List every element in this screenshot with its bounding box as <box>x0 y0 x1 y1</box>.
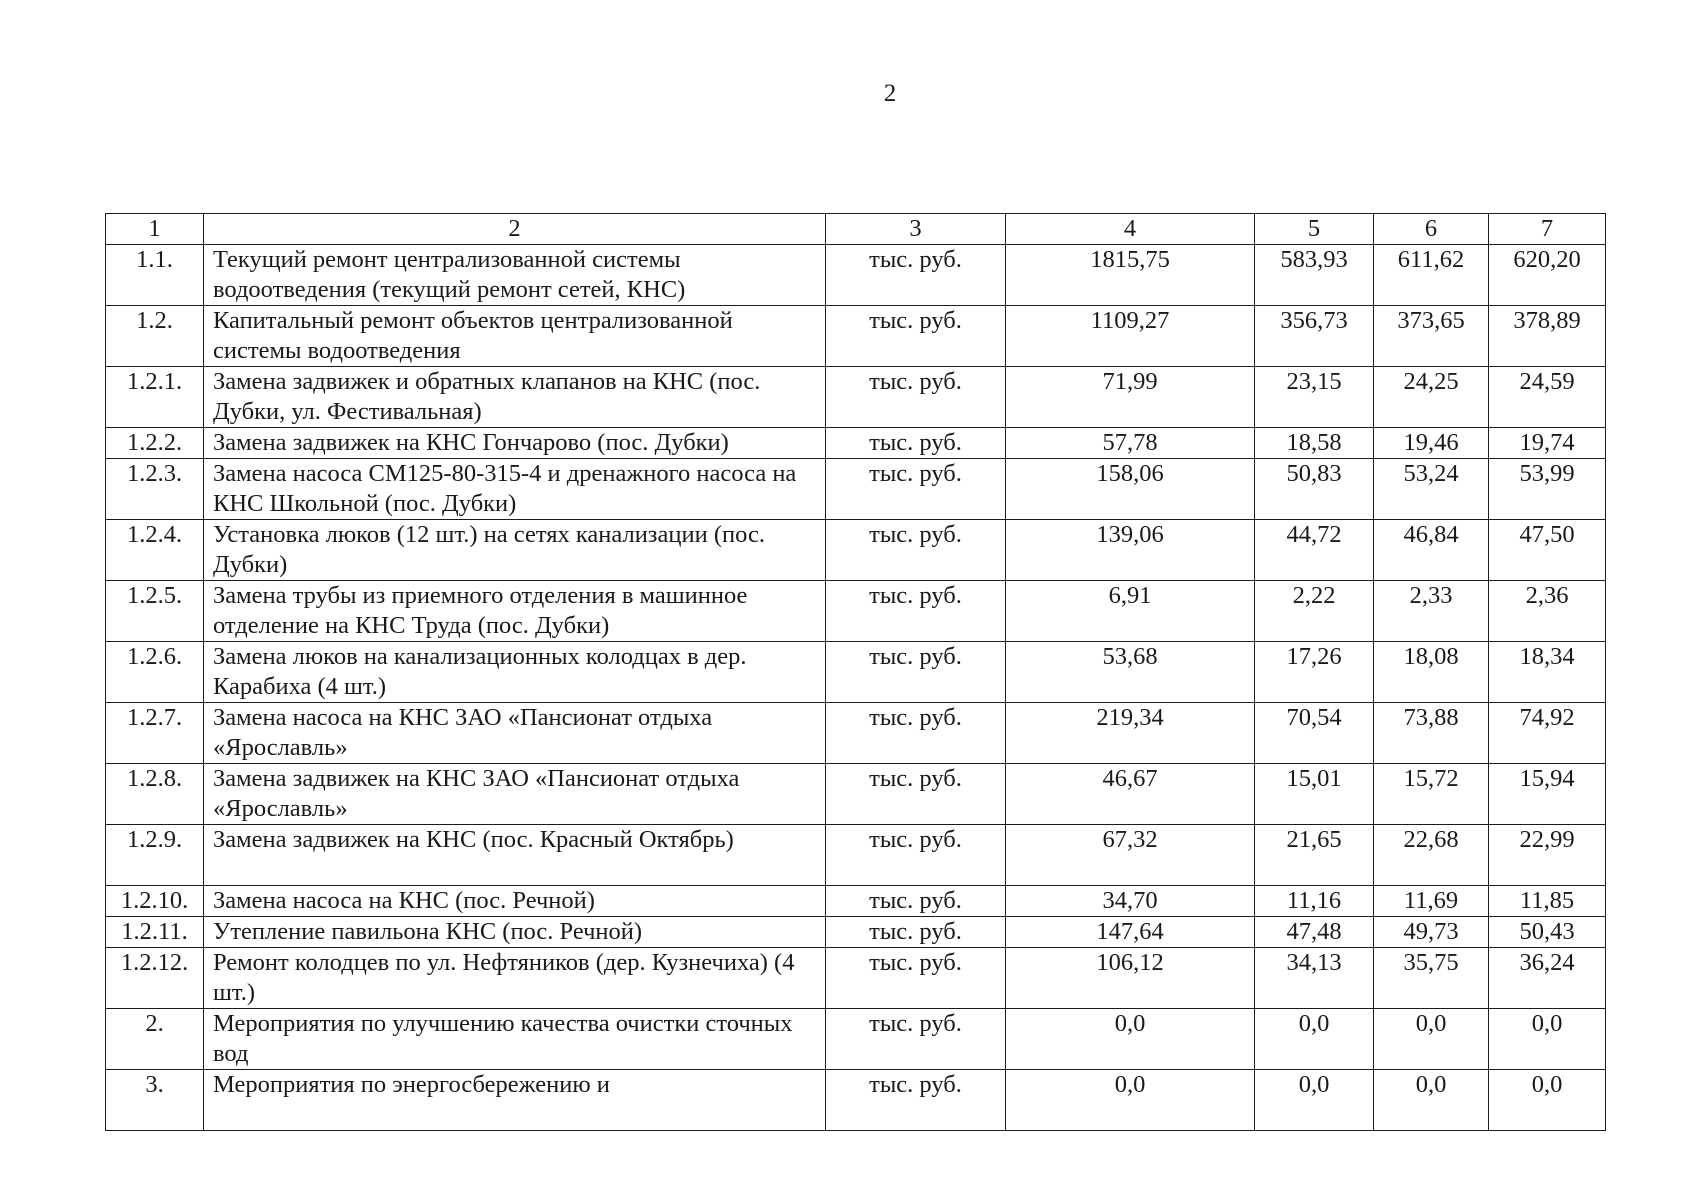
row-number: 1.1. <box>106 245 204 306</box>
row-value-col6: 11,69 <box>1374 886 1489 917</box>
row-value-col7: 53,99 <box>1489 459 1606 520</box>
row-value-col5: 17,26 <box>1255 642 1374 703</box>
row-value-col5: 18,58 <box>1255 428 1374 459</box>
row-description: Ремонт колодцев по ул. Нефтяников (дер. Кузнечиха) (4 шт.) <box>204 948 826 1009</box>
table-body <box>106 245 1606 1131</box>
table-row <box>106 948 1606 1009</box>
row-description: Замена трубы из приемного отделения в машинное отделение на КНС Труда (пос. Дубки) <box>204 581 826 642</box>
row-number: 1.2.11. <box>106 917 204 948</box>
row-value-col7: 620,20 <box>1489 245 1606 306</box>
table-row <box>106 245 1606 306</box>
row-value-col5: 583,93 <box>1255 245 1374 306</box>
row-number: 2. <box>106 1009 204 1070</box>
row-value-col7: 18,34 <box>1489 642 1606 703</box>
row-unit: тыс. руб. <box>826 764 1006 825</box>
row-value-col4: 6,91 <box>1006 581 1255 642</box>
row-value-col5: 11,16 <box>1255 886 1374 917</box>
column-header: 5 <box>1255 214 1374 245</box>
row-description: Замена насоса на КНС (пос. Речной) <box>204 886 826 917</box>
row-number: 1.2. <box>106 306 204 367</box>
table-row <box>106 367 1606 428</box>
column-header: 6 <box>1374 214 1489 245</box>
row-description: Замена задвижек на КНС Гончарово (пос. Дубки) <box>204 428 826 459</box>
table-header-row <box>106 214 1606 245</box>
row-description: Мероприятия по энергосбережению и <box>204 1070 826 1131</box>
row-unit: тыс. руб. <box>826 428 1006 459</box>
row-value-col6: 49,73 <box>1374 917 1489 948</box>
row-value-col5: 70,54 <box>1255 703 1374 764</box>
row-value-col6: 73,88 <box>1374 703 1489 764</box>
row-value-col6: 53,24 <box>1374 459 1489 520</box>
row-unit: тыс. руб. <box>826 459 1006 520</box>
row-value-col5: 15,01 <box>1255 764 1374 825</box>
table-row <box>106 428 1606 459</box>
row-unit: тыс. руб. <box>826 520 1006 581</box>
row-number: 1.2.2. <box>106 428 204 459</box>
row-value-col5: 34,13 <box>1255 948 1374 1009</box>
table-row <box>106 581 1606 642</box>
row-unit: тыс. руб. <box>826 886 1006 917</box>
row-value-col4: 147,64 <box>1006 917 1255 948</box>
row-description: Замена насоса СМ125-80-315-4 и дренажного насоса на КНС Школьной (пос. Дубки) <box>204 459 826 520</box>
column-header: 7 <box>1489 214 1606 245</box>
row-value-col4: 139,06 <box>1006 520 1255 581</box>
row-number: 3. <box>106 1070 204 1131</box>
row-description: Мероприятия по улучшению качества очистки сточных вод <box>204 1009 826 1070</box>
row-value-col7: 36,24 <box>1489 948 1606 1009</box>
row-description: Утепление павильона КНС (пос. Речной) <box>204 917 826 948</box>
row-number: 1.2.3. <box>106 459 204 520</box>
row-unit: тыс. руб. <box>826 306 1006 367</box>
row-value-col5: 0,0 <box>1255 1009 1374 1070</box>
row-unit: тыс. руб. <box>826 825 1006 886</box>
page-number: 2 <box>883 80 897 107</box>
row-value-col5: 44,72 <box>1255 520 1374 581</box>
row-description: Замена насоса на КНС ЗАО «Пансионат отдыха «Ярославль» <box>204 703 826 764</box>
expenses-table <box>105 213 1606 1131</box>
expenses-table-wrapper <box>105 213 1606 1131</box>
table-row <box>106 886 1606 917</box>
row-number: 1.2.7. <box>106 703 204 764</box>
row-unit: тыс. руб. <box>826 367 1006 428</box>
row-value-col6: 35,75 <box>1374 948 1489 1009</box>
row-value-col4: 0,0 <box>1006 1070 1255 1131</box>
column-header: 2 <box>204 214 826 245</box>
row-description: Замена люков на канализационных колодцах в дер. Карабиха (4 шт.) <box>204 642 826 703</box>
row-value-col6: 46,84 <box>1374 520 1489 581</box>
row-value-col4: 67,32 <box>1006 825 1255 886</box>
row-value-col7: 0,0 <box>1489 1070 1606 1131</box>
row-value-col4: 1815,75 <box>1006 245 1255 306</box>
row-value-col4: 106,12 <box>1006 948 1255 1009</box>
row-unit: тыс. руб. <box>826 642 1006 703</box>
row-unit: тыс. руб. <box>826 1070 1006 1131</box>
row-value-col4: 1109,27 <box>1006 306 1255 367</box>
table-row <box>106 917 1606 948</box>
row-value-col5: 2,22 <box>1255 581 1374 642</box>
row-value-col6: 373,65 <box>1374 306 1489 367</box>
row-value-col7: 22,99 <box>1489 825 1606 886</box>
table-row <box>106 703 1606 764</box>
row-value-col5: 23,15 <box>1255 367 1374 428</box>
row-unit: тыс. руб. <box>826 917 1006 948</box>
row-value-col7: 50,43 <box>1489 917 1606 948</box>
row-number: 1.2.5. <box>106 581 204 642</box>
row-value-col5: 0,0 <box>1255 1070 1374 1131</box>
row-value-col6: 24,25 <box>1374 367 1489 428</box>
row-description: Замена задвижек на КНС ЗАО «Пансионат отдыха «Ярославль» <box>204 764 826 825</box>
column-header: 4 <box>1006 214 1255 245</box>
row-value-col4: 57,78 <box>1006 428 1255 459</box>
table-row <box>106 825 1606 886</box>
table-row <box>106 459 1606 520</box>
row-value-col6: 18,08 <box>1374 642 1489 703</box>
table-row <box>106 306 1606 367</box>
row-value-col7: 0,0 <box>1489 1009 1606 1070</box>
row-value-col4: 0,0 <box>1006 1009 1255 1070</box>
table-row <box>106 764 1606 825</box>
row-value-col7: 15,94 <box>1489 764 1606 825</box>
row-value-col4: 46,67 <box>1006 764 1255 825</box>
row-value-col4: 34,70 <box>1006 886 1255 917</box>
row-value-col7: 74,92 <box>1489 703 1606 764</box>
row-value-col6: 611,62 <box>1374 245 1489 306</box>
table-row <box>106 1009 1606 1070</box>
table-row <box>106 642 1606 703</box>
row-description: Замена задвижек на КНС (пос. Красный Октябрь) <box>204 825 826 886</box>
row-unit: тыс. руб. <box>826 581 1006 642</box>
row-value-col5: 50,83 <box>1255 459 1374 520</box>
row-unit: тыс. руб. <box>826 948 1006 1009</box>
row-value-col7: 378,89 <box>1489 306 1606 367</box>
row-value-col6: 0,0 <box>1374 1070 1489 1131</box>
row-value-col6: 15,72 <box>1374 764 1489 825</box>
row-description: Замена задвижек и обратных клапанов на КНС (пос. Дубки, ул. Фестивальная) <box>204 367 826 428</box>
row-number: 1.2.8. <box>106 764 204 825</box>
row-value-col7: 2,36 <box>1489 581 1606 642</box>
column-header: 1 <box>106 214 204 245</box>
row-description: Капитальный ремонт объектов централизованной системы водоотведения <box>204 306 826 367</box>
row-unit: тыс. руб. <box>826 703 1006 764</box>
row-value-col4: 158,06 <box>1006 459 1255 520</box>
row-unit: тыс. руб. <box>826 1009 1006 1070</box>
row-description: Текущий ремонт централизованной системы водоотведения (текущий ремонт сетей, КНС) <box>204 245 826 306</box>
row-value-col6: 0,0 <box>1374 1009 1489 1070</box>
row-value-col4: 219,34 <box>1006 703 1255 764</box>
row-value-col7: 47,50 <box>1489 520 1606 581</box>
row-value-col5: 21,65 <box>1255 825 1374 886</box>
row-value-col7: 11,85 <box>1489 886 1606 917</box>
table-row <box>106 520 1606 581</box>
row-value-col6: 22,68 <box>1374 825 1489 886</box>
row-value-col5: 47,48 <box>1255 917 1374 948</box>
row-unit: тыс. руб. <box>826 245 1006 306</box>
row-value-col6: 19,46 <box>1374 428 1489 459</box>
row-number: 1.2.9. <box>106 825 204 886</box>
row-number: 1.2.4. <box>106 520 204 581</box>
table-row <box>106 1070 1606 1131</box>
row-value-col4: 53,68 <box>1006 642 1255 703</box>
row-value-col5: 356,73 <box>1255 306 1374 367</box>
row-value-col4: 71,99 <box>1006 367 1255 428</box>
row-number: 1.2.10. <box>106 886 204 917</box>
row-value-col7: 24,59 <box>1489 367 1606 428</box>
row-number: 1.2.1. <box>106 367 204 428</box>
row-description: Установка люков (12 шт.) на сетях канализации (пос. Дубки) <box>204 520 826 581</box>
row-value-col6: 2,33 <box>1374 581 1489 642</box>
row-value-col7: 19,74 <box>1489 428 1606 459</box>
row-number: 1.2.6. <box>106 642 204 703</box>
column-header: 3 <box>826 214 1006 245</box>
row-number: 1.2.12. <box>106 948 204 1009</box>
